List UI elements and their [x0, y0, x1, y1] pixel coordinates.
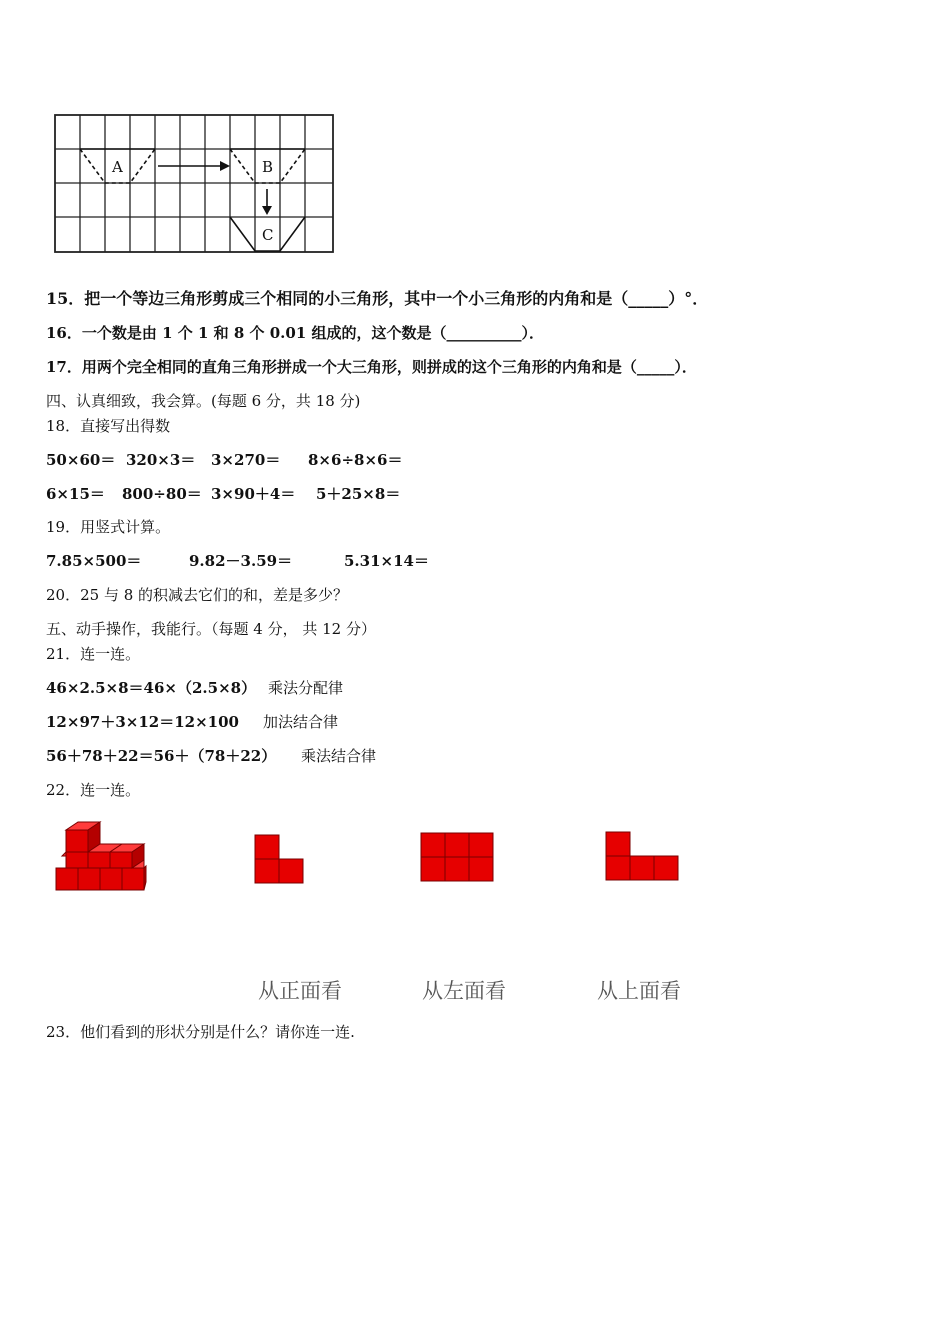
- caption-top-view: 从上面看: [597, 979, 681, 1003]
- translation-grid-figure: [54, 114, 336, 256]
- question-20: 20．25 与 8 的积减去它们的和，差是多少？: [46, 586, 349, 604]
- question-23: 23．他们看到的形状分别是什么？请你连一连.: [46, 1023, 355, 1041]
- q18-expr: 3×270＝: [211, 451, 281, 469]
- section-5-heading: 五、动手操作，我能行。（每题 4 分， 共 12 分）: [46, 620, 376, 638]
- label-a: A: [112, 158, 123, 176]
- q19-expr: 5.31×14＝: [344, 552, 429, 570]
- view-shape-l-long: [605, 831, 681, 883]
- view-shape-rectangle: [420, 832, 494, 884]
- label-c: C: [262, 226, 274, 244]
- q21-law: 乘法结合律: [301, 747, 377, 765]
- question-22-title: 22．连一连。: [46, 781, 141, 799]
- caption-left-view: 从左面看: [422, 979, 506, 1003]
- q21-equation: 12×97＋3×12＝12×100: [46, 713, 239, 731]
- q18-expr: 3×90＋4＝: [211, 485, 296, 503]
- q18-expr: 320×3＝: [126, 451, 196, 469]
- label-b: B: [262, 158, 274, 176]
- caption-front-view: 从正面看: [258, 979, 342, 1003]
- q21-law: 加法结合律: [263, 713, 339, 731]
- q18-expr: 5＋25×8＝: [316, 485, 401, 503]
- q18-expr: 6×15＝: [46, 485, 105, 503]
- question-19-title: 19．用竖式计算。: [46, 518, 171, 536]
- q19-expr: 9.82－3.59＝: [189, 552, 293, 570]
- section-4-heading: 四、认真细致，我会算。(每题 6 分，共 18 分): [46, 392, 361, 410]
- q18-expr: 800÷80＝: [122, 485, 202, 503]
- q18-expr: 8×6÷8×6＝: [308, 451, 403, 469]
- q21-law: 乘法分配律: [268, 679, 344, 697]
- question-21-title: 21．连一连。: [46, 645, 141, 663]
- q18-expr: 50×60＝: [46, 451, 116, 469]
- question-17: 17．用两个完全相同的直角三角形拼成一个大三角形，则拼成的这个三角形的内角和是（_____）．: [46, 358, 697, 376]
- view-shape-l-small: [254, 834, 306, 886]
- question-18-title: 18．直接写出得数: [46, 417, 171, 435]
- q19-expr: 7.85×500＝: [46, 552, 142, 570]
- question-15: 15．把一个等边三角形剪成三个相同的小三角形，其中一个小三角形的内角和是（_____）°．: [46, 289, 709, 308]
- q21-equation: 46×2.5×8＝46×（2.5×8）: [46, 679, 257, 697]
- q21-equation: 56＋78＋22＝56＋（78＋22）: [46, 747, 277, 765]
- cube-stack-3d: [54, 820, 154, 892]
- question-16: 16．一个数是由 1 个 1 和 8 个 0.01 组成的，这个数是（__________）．: [46, 324, 544, 342]
